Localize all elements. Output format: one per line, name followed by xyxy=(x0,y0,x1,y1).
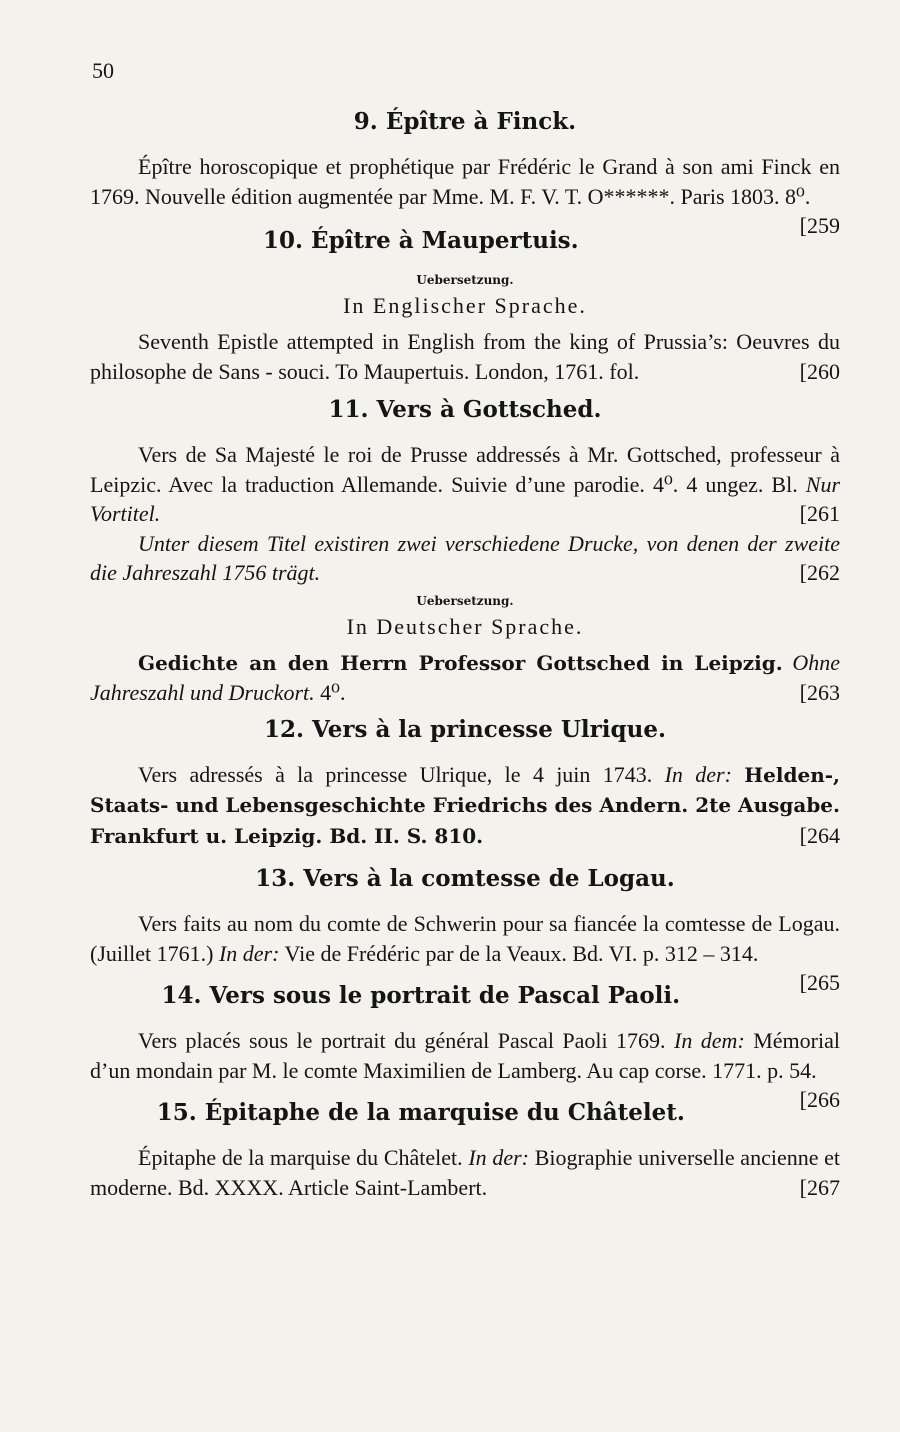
section-heading: 15. Épitaphe de la marquise du Châtelet. xyxy=(156,1099,685,1126)
italic-note: In der: xyxy=(664,761,732,787)
section-body xyxy=(90,327,840,386)
section-9 xyxy=(90,106,840,238)
body-text: Vers faits au nom du comte de Schwerin pour sa fiancée la comtesse de Logau. (Juillet 1761.) xyxy=(90,911,840,966)
body-text: Seventh Epistle attempted in English from the king of Prussia’s: Oeuvres du philosophe de Sans - souci. To Maupertuis. London, 1761. fol. xyxy=(90,329,840,384)
section-body xyxy=(90,1026,840,1112)
section-note xyxy=(90,529,840,588)
italic-note: In der: xyxy=(218,940,280,966)
entry-number: [263 xyxy=(799,680,840,705)
italic-note: In der: xyxy=(468,1145,529,1170)
section-body xyxy=(90,909,840,995)
body-text-end: Mémorial d’un mondain par M. le comte Maximilien de Lamberg. Au cap corse. 1771. p. 54. xyxy=(90,1028,840,1083)
section-10 xyxy=(90,225,840,386)
language-line: In Deutscher Sprache. xyxy=(346,613,584,639)
section-15 xyxy=(90,1097,840,1202)
body-text: Vers placés sous le portrait du général Pascal Paoli 1769. xyxy=(138,1028,666,1053)
entry-number: [259 xyxy=(799,213,840,238)
section-body xyxy=(90,152,840,238)
fraktur-title: Helden-, Staats- und Lebensgeschichte Friedrichs des Andern. 2te Ausgabe. Frankfurt u. Leipzig. Bd. II. S. 810. xyxy=(90,762,841,848)
entry-number: [264 xyxy=(799,822,840,848)
body-text: Vers de Sa Majesté le roi de Prusse addressés à Mr. Gottsched, professeur à Leipzic. Avec la traduction Allemande. Suivie d’une parodie. 4⁰. 4 ungez. Bl. xyxy=(90,442,840,497)
note-text: Unter diesem Titel existiren zwei verschiedene Drucke, von denen der zweite die Jahreszahl 1756 trägt. xyxy=(90,530,840,585)
page-number: 50 xyxy=(92,58,114,83)
italic-note: In dem: xyxy=(674,1028,745,1053)
italic-note: Ohne Jahreszahl und Druckort. xyxy=(90,649,841,705)
page-content xyxy=(90,106,840,1202)
fraktur-title: Gedichte an den Herrn Professor Gottsched in Leipzig. xyxy=(138,650,783,675)
section-heading: 11. Vers à Gottsched. xyxy=(328,396,602,423)
section-heading: 12. Vers à la princesse Ulrique. xyxy=(264,715,666,743)
translation-label: Uebersetzung. xyxy=(416,273,514,287)
entry-number: [260 xyxy=(799,358,840,384)
section-body xyxy=(90,648,840,708)
section-14 xyxy=(90,980,840,1112)
language-line: In Englischer Sprache. xyxy=(343,293,587,318)
translation-label: Uebersetzung. xyxy=(416,593,514,608)
section-12 xyxy=(90,714,840,852)
section-body xyxy=(90,760,840,852)
body-text-end: Biographie universelle ancienne et moderne. Bd. XXXX. Article Saint-Lambert. xyxy=(90,1145,841,1200)
section-heading: 9. Épître à Finck. xyxy=(353,108,577,135)
section-heading: 10. Épître à Maupertuis. xyxy=(263,227,579,254)
body-text: Épitaphe de la marquise du Châtelet. xyxy=(138,1145,463,1170)
entry-number: [265 xyxy=(799,970,840,995)
italic-note: Nur Vortitel. xyxy=(90,471,841,526)
section-11 xyxy=(90,394,840,708)
body-text: Vers adressés à la princesse Ulrique, le 4 juin 1743. xyxy=(138,761,653,787)
section-body xyxy=(90,1143,840,1202)
section-heading: 13. Vers à la comtesse de Logau. xyxy=(255,865,675,892)
section-13 xyxy=(90,863,840,995)
body-text-end: Vie de Frédéric par de la Veaux. Bd. VI. p. 312 – 314. xyxy=(284,940,759,966)
section-heading: 14. Vers sous le portrait de Pascal Paoli. xyxy=(161,982,681,1009)
entry-number: [261 xyxy=(799,501,840,526)
entry-number: [262 xyxy=(799,560,840,585)
section-body xyxy=(90,440,840,529)
entry-number: [266 xyxy=(799,1087,840,1112)
body-text: Épître horoscopique et prophétique par Frédéric le Grand à son ami Finck en 1769. Nouvelle édition augmentée par Mme. M. F. V. T. O******. Paris 1803. 8⁰. xyxy=(90,154,840,209)
body-text: 4⁰. xyxy=(320,680,346,705)
entry-number: [267 xyxy=(799,1174,840,1200)
